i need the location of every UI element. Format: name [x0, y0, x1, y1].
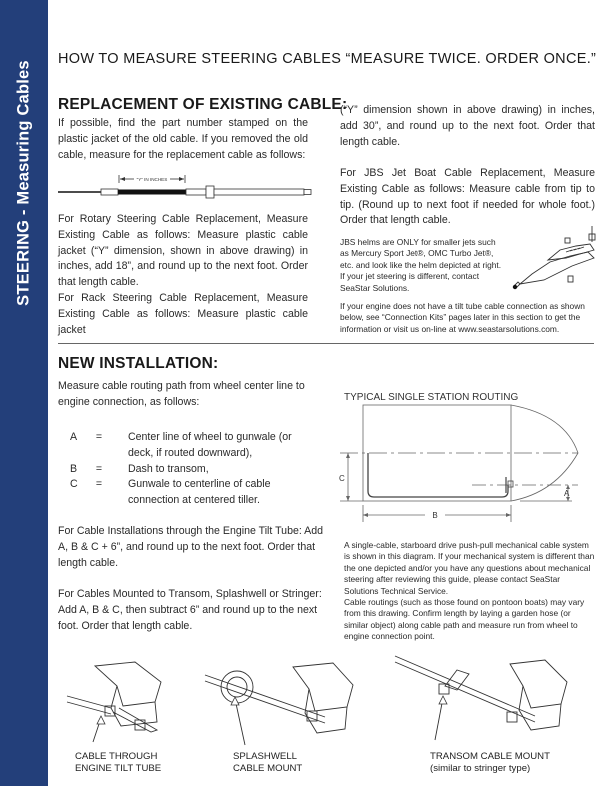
tilt-tube-mount-illustration [65, 660, 185, 745]
y-dimension-label: “Y” IN INCHES [136, 177, 168, 182]
definition-a [70, 430, 292, 459]
cable-y-dimension-diagram [58, 170, 313, 206]
section-divider [58, 343, 594, 344]
new-installation-intro: Measure cable routing path from wheel center line to engine connection, as follows: [58, 380, 305, 408]
jbs-helm-illustration [510, 222, 600, 297]
definition-c [70, 477, 271, 506]
definition-value: Dash to transom, [128, 463, 209, 475]
mount-caption-splashwell [233, 751, 302, 775]
definition-key: C [70, 478, 78, 490]
routing-diagram [340, 405, 580, 535]
caption-line: CABLE MOUNT [233, 763, 303, 774]
mount-caption-transom [430, 751, 550, 775]
jbs-instructions: For JBS Jet Boat Cable Replacement, Measure Existing Cable as follows: Measure cable from tip to tip. (Round up to next foot if needed for whole foot.) Order that length cable. [340, 167, 595, 227]
definition-equals: = [95, 431, 103, 443]
routing-note-1: A single-cable, starboard drive push-pull mechanical cable system is shown in this diagram. If your mechanical system is different than the one depicted and/or you have any questions about mechanical steering after reviewing this guide, please contact SeaStar Solutions Technical Service. [344, 540, 595, 596]
definition-equals: = [95, 463, 103, 475]
caption-line: TRANSOM CABLE MOUNT [430, 751, 550, 762]
routing-label-c: C [339, 474, 345, 483]
routing-label-b: B [432, 511, 438, 520]
mount-caption-tilt-tube [75, 751, 161, 775]
sidebar-label: STEERING - Measuring Cables [14, 60, 33, 306]
rack-instructions-part1: For Rack Steering Cable Replacement, Measure Existing Cable as follows: Measure plastic cable jacket [58, 292, 308, 336]
definition-key: B [70, 463, 78, 475]
caption-line: ENGINE TILT TUBE [75, 763, 162, 774]
definition-value: Center line of wheel to gunwale (or deck, if routed downward), [128, 431, 292, 459]
jbs-note: JBS helms are ONLY for smaller jets such as Mercury Sport Jet®, OMC Turbo Jet®, etc. and look like the helm depicted at right. If your jet steering is different, contact SeaStar Solutions. [340, 237, 502, 293]
tilt-tube-note: If your engine does not have a tilt tube cable connection as shown below, see “Connection Kits” pages later in this section to get the information or visit us on-line at www.seastarsolutions.com. [340, 301, 585, 334]
rotary-instructions: For Rotary Steering Cable Replacement, Measure Existing Cable as follows: Measure plastic cable jacket (“Y” dimension, shown in above drawing) in inches, add 18”, and round up to the next foot. Order that length cable. [58, 213, 308, 289]
rack-instructions-part2: (“Y” dimension shown in above drawing) in inches, add 30”, and round up to the next foot. Order that length cable. [340, 104, 595, 148]
sidebar-band [0, 0, 48, 786]
caption-line: SPLASHWELL [233, 751, 297, 762]
transom-instructions: For Cables Mounted to Transom, Splashwell or Stringer: Add A, B & C, then subtract 6” and round up to the next foot. Order that length cable. [58, 588, 322, 632]
transom-mount-illustration [395, 650, 570, 745]
new-installation-heading: NEW INSTALLATION: [58, 355, 219, 372]
caption-line: CABLE THROUGH [75, 751, 158, 762]
definition-value: Gunwale to centerline of cable connection at centered tiller. [128, 478, 271, 506]
routing-note-2: Cable routings (such as those found on pontoon boats) may vary from this drawing. Confirm length by laying a garden hose (or similar object) along cable path and measure run from wheel to engine connection point. [344, 597, 585, 642]
splashwell-mount-illustration [205, 655, 355, 747]
definition-equals: = [95, 478, 103, 490]
replacement-heading: REPLACEMENT OF EXISTING CABLE: [58, 96, 348, 113]
tilt-tube-instructions: For Cable Installations through the Engine Tilt Tube: Add A, B & C + 6”, and round up to the next foot. Order that length cable. [58, 525, 324, 569]
caption-line: (similar to stringer type) [430, 763, 531, 774]
definition-b [70, 462, 209, 478]
definition-key: A [70, 431, 78, 443]
page-title: HOW TO MEASURE STEERING CABLES “MEASURE TWICE. ORDER ONCE.” [58, 51, 597, 67]
routing-label-a: A [564, 489, 570, 498]
routing-figure-title: TYPICAL SINGLE STATION ROUTING [344, 392, 519, 403]
replacement-intro: If possible, find the part number stamped on the plastic jacket of the old cable. If you removed the old cable, measure for the replacement cable as follows: [58, 117, 308, 161]
